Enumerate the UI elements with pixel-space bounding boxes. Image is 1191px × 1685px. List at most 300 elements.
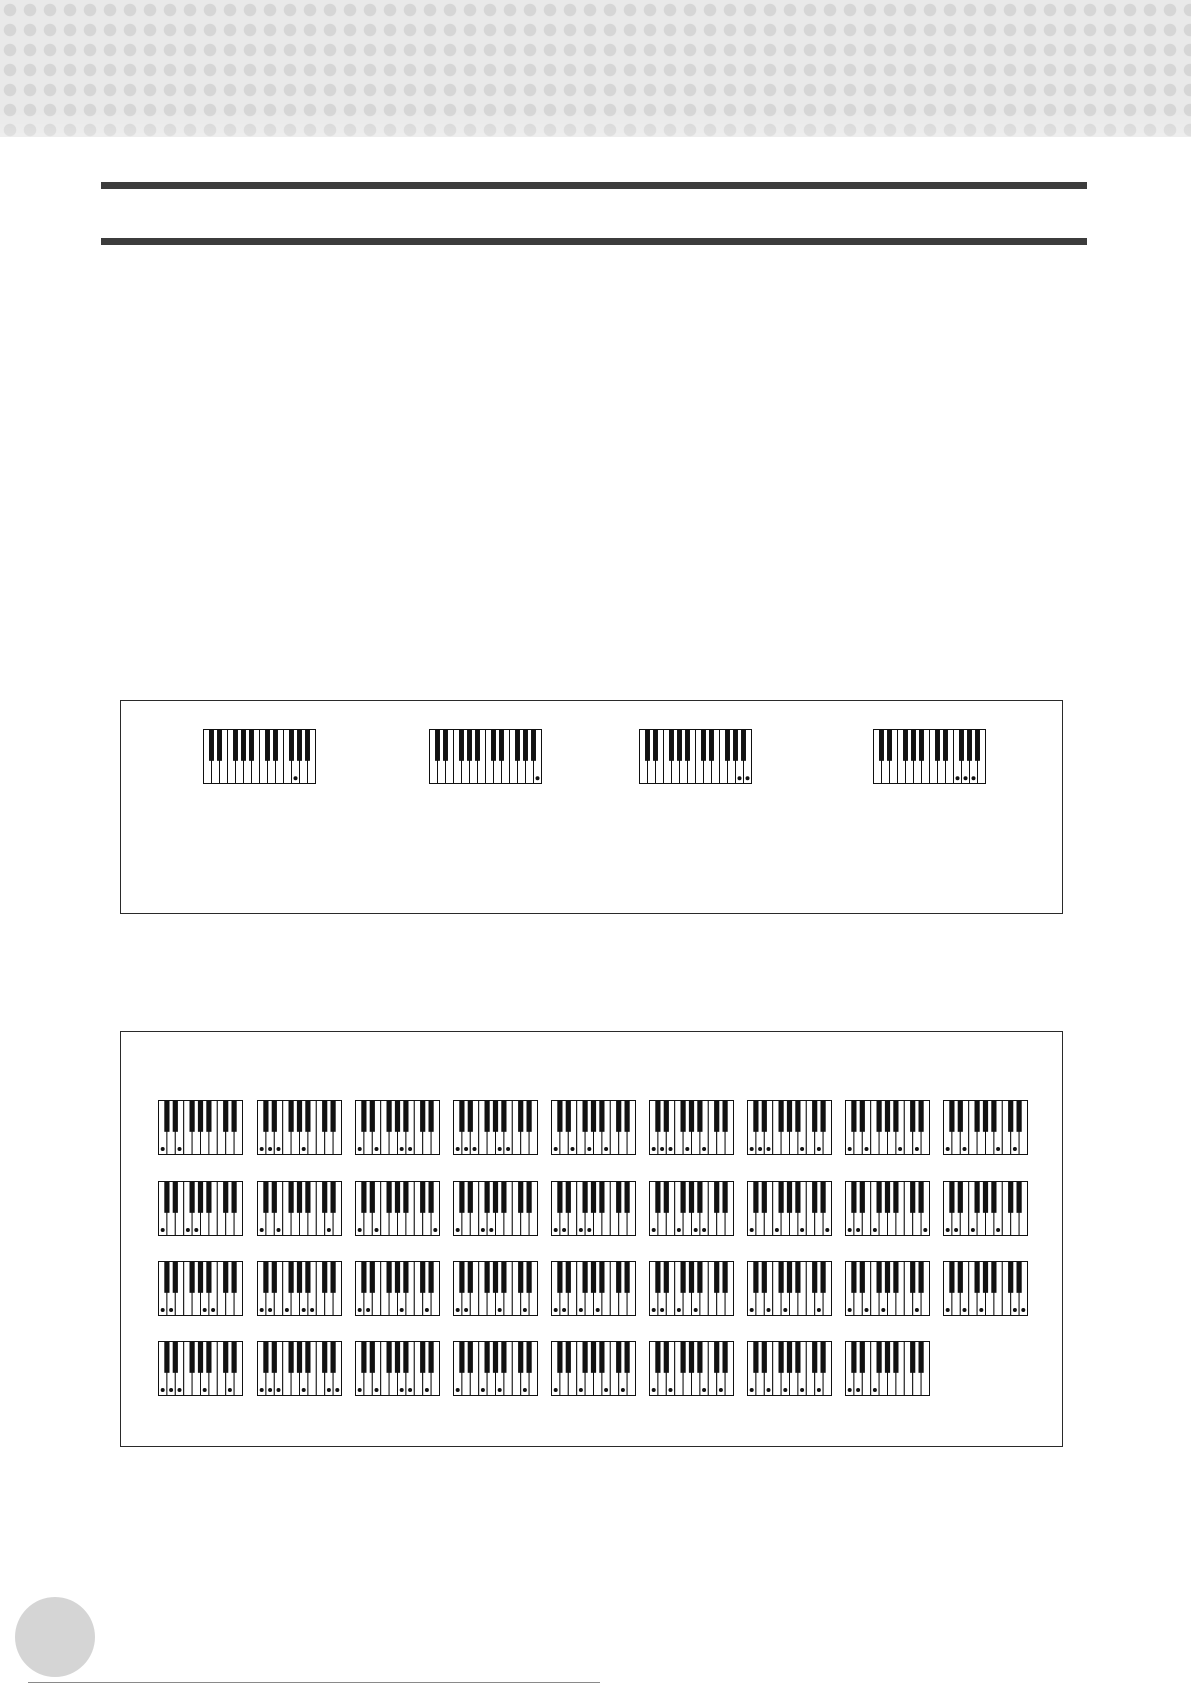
black-key — [164, 1101, 169, 1132]
note-dot — [750, 1308, 754, 1312]
keyboard-svg — [453, 1181, 538, 1237]
black-key — [272, 1101, 277, 1132]
black-key — [903, 730, 908, 761]
black-key — [820, 1182, 825, 1213]
keyboard-svg — [257, 1181, 342, 1237]
black-key — [164, 1182, 169, 1213]
keyboard-svg — [257, 1261, 342, 1317]
note-dot — [979, 1308, 983, 1312]
note-dot — [587, 1147, 591, 1151]
black-key — [305, 730, 310, 761]
black-key — [714, 1101, 719, 1132]
black-key — [173, 1262, 178, 1293]
black-key — [395, 1262, 400, 1293]
black-key — [566, 1342, 571, 1373]
keyboard-svg — [355, 1181, 440, 1237]
black-key — [518, 1101, 523, 1132]
black-key — [664, 1101, 669, 1132]
black-key — [395, 1101, 400, 1132]
black-key — [778, 1101, 783, 1132]
black-key — [599, 1262, 604, 1293]
chord-keyboard-diagram — [649, 1341, 734, 1402]
black-key — [189, 1262, 194, 1293]
note-dot — [302, 1388, 306, 1392]
black-key — [566, 1262, 571, 1293]
note-dot — [865, 1308, 869, 1312]
note-dot — [456, 1308, 460, 1312]
keyboard-svg — [845, 1261, 930, 1317]
black-key — [910, 1182, 915, 1213]
black-key — [518, 1182, 523, 1213]
note-dot — [310, 1308, 314, 1312]
note-dot — [996, 1228, 1000, 1232]
note-dot — [358, 1308, 362, 1312]
black-key — [616, 1182, 621, 1213]
note-dot — [702, 1388, 706, 1392]
black-key — [198, 1182, 203, 1213]
black-key — [428, 1182, 433, 1213]
black-key — [420, 1101, 425, 1132]
note-dot — [1013, 1147, 1017, 1151]
black-key — [722, 1342, 727, 1373]
note-dot — [604, 1388, 608, 1392]
note-dot — [825, 1228, 829, 1232]
black-key — [403, 1262, 408, 1293]
black-key — [795, 1262, 800, 1293]
black-key — [714, 1262, 719, 1293]
black-key — [991, 1182, 996, 1213]
black-key — [330, 1262, 335, 1293]
chord-chart-panel — [120, 1031, 1063, 1447]
note-dot — [956, 776, 960, 780]
black-key — [664, 1342, 669, 1373]
title-rule-top — [101, 182, 1087, 189]
chord-keyboard-diagram — [355, 1261, 440, 1322]
black-key — [624, 1342, 629, 1373]
note-dot — [536, 776, 540, 780]
black-key — [582, 1182, 587, 1213]
keyboard-diagram — [639, 729, 752, 790]
black-key — [787, 1101, 792, 1132]
black-key — [233, 730, 238, 761]
keyboard-svg — [551, 1100, 636, 1156]
black-key — [386, 1342, 391, 1373]
black-key — [468, 1101, 473, 1132]
note-dot — [946, 1308, 950, 1312]
black-key — [689, 1342, 694, 1373]
black-key — [305, 1182, 310, 1213]
black-key — [778, 1342, 783, 1373]
note-dot — [652, 1147, 656, 1151]
black-key — [164, 1262, 169, 1293]
black-key — [812, 1182, 817, 1213]
black-key — [526, 1262, 531, 1293]
keyboard-svg — [747, 1100, 832, 1156]
black-key — [918, 1101, 923, 1132]
black-key — [223, 1101, 228, 1132]
chord-keyboard-diagram — [845, 1100, 930, 1161]
black-key — [851, 1342, 856, 1373]
black-key — [885, 1342, 890, 1373]
note-dot — [464, 1308, 468, 1312]
note-dot — [498, 1308, 502, 1312]
note-dot — [767, 1308, 771, 1312]
black-key — [918, 1262, 923, 1293]
black-key — [263, 1342, 268, 1373]
black-key — [599, 1342, 604, 1373]
black-key — [645, 730, 650, 761]
black-key — [272, 1182, 277, 1213]
black-key — [851, 1182, 856, 1213]
black-key — [709, 730, 714, 761]
black-key — [209, 730, 214, 761]
black-key — [582, 1101, 587, 1132]
black-key — [305, 1342, 310, 1373]
chord-keyboard-diagram — [158, 1181, 243, 1242]
black-key — [501, 1342, 506, 1373]
note-dot — [652, 1388, 656, 1392]
black-key — [812, 1262, 817, 1293]
note-dot — [848, 1147, 852, 1151]
black-key — [272, 1342, 277, 1373]
black-key — [1008, 1101, 1013, 1132]
note-dot — [775, 1228, 779, 1232]
black-key — [297, 1342, 302, 1373]
note-dot — [702, 1228, 706, 1232]
black-key — [983, 1182, 988, 1213]
black-key — [189, 1182, 194, 1213]
black-key — [893, 1342, 898, 1373]
keyboard-svg — [747, 1181, 832, 1237]
black-key — [518, 1342, 523, 1373]
note-dot — [621, 1388, 625, 1392]
note-dot — [277, 1228, 281, 1232]
chord-keyboard-diagram — [747, 1181, 832, 1242]
black-key — [322, 1101, 327, 1132]
black-key — [851, 1101, 856, 1132]
note-dot — [758, 1147, 762, 1151]
note-dot — [375, 1147, 379, 1151]
black-key — [689, 1101, 694, 1132]
black-key — [701, 730, 706, 761]
note-dot — [161, 1147, 165, 1151]
black-key — [330, 1101, 335, 1132]
note-dot — [523, 1308, 527, 1312]
keyboard-diagram — [203, 729, 316, 790]
note-dot — [366, 1308, 370, 1312]
black-key — [223, 1182, 228, 1213]
black-key — [876, 1101, 881, 1132]
black-key — [467, 730, 472, 761]
note-dot — [972, 776, 976, 780]
chord-keyboard-diagram — [453, 1261, 538, 1322]
chord-keyboard-diagram — [551, 1100, 636, 1161]
note-dot — [750, 1388, 754, 1392]
black-key — [697, 1262, 702, 1293]
black-key — [459, 730, 464, 761]
black-key — [958, 1182, 963, 1213]
note-dot — [915, 1147, 919, 1151]
black-key — [435, 730, 440, 761]
black-key — [493, 1342, 498, 1373]
black-key — [753, 1342, 758, 1373]
black-key — [893, 1101, 898, 1132]
black-key — [322, 1182, 327, 1213]
black-key — [616, 1342, 621, 1373]
note-dot — [456, 1147, 460, 1151]
note-dot — [946, 1147, 950, 1151]
black-key — [420, 1342, 425, 1373]
black-key — [762, 1342, 767, 1373]
black-key — [265, 730, 270, 761]
note-dot — [562, 1228, 566, 1232]
keyboard-svg — [551, 1261, 636, 1317]
black-key — [778, 1262, 783, 1293]
keyboard-svg — [649, 1341, 734, 1397]
note-dot — [677, 1228, 681, 1232]
black-key — [812, 1101, 817, 1132]
black-key — [370, 1182, 375, 1213]
note-dot — [358, 1388, 362, 1392]
black-key — [499, 730, 504, 761]
note-dot — [481, 1388, 485, 1392]
black-key — [526, 1101, 531, 1132]
keyboard-svg — [158, 1261, 243, 1317]
black-key — [386, 1182, 391, 1213]
note-dot — [554, 1308, 558, 1312]
black-key — [557, 1262, 562, 1293]
black-key — [231, 1101, 236, 1132]
keyboard-svg — [257, 1341, 342, 1397]
black-key — [624, 1262, 629, 1293]
keyboard-svg — [355, 1261, 440, 1317]
black-key — [1016, 1182, 1021, 1213]
black-key — [943, 730, 948, 761]
black-key — [420, 1262, 425, 1293]
chord-keyboard-diagram — [257, 1261, 342, 1322]
note-dot — [915, 1308, 919, 1312]
black-key — [330, 1342, 335, 1373]
black-key — [887, 730, 892, 761]
black-key — [949, 1262, 954, 1293]
black-key — [484, 1101, 489, 1132]
black-key — [273, 730, 278, 761]
black-key — [591, 1182, 596, 1213]
black-key — [935, 730, 940, 761]
note-dot — [456, 1228, 460, 1232]
black-key — [198, 1101, 203, 1132]
chord-keyboard-diagram — [551, 1261, 636, 1322]
note-dot — [677, 1308, 681, 1312]
chord-keyboard-diagram — [943, 1261, 1028, 1322]
note-dot — [203, 1308, 207, 1312]
black-key — [288, 1101, 293, 1132]
black-key — [949, 1101, 954, 1132]
keyboard-svg — [943, 1261, 1028, 1317]
black-key — [753, 1182, 758, 1213]
chord-keyboard-diagram — [747, 1261, 832, 1322]
black-key — [653, 730, 658, 761]
black-key — [762, 1101, 767, 1132]
black-key — [860, 1101, 865, 1132]
black-key — [876, 1262, 881, 1293]
note-dot — [260, 1228, 264, 1232]
note-dot — [169, 1308, 173, 1312]
black-key — [459, 1182, 464, 1213]
black-key — [491, 730, 496, 761]
black-key — [599, 1182, 604, 1213]
note-dot — [702, 1147, 706, 1151]
black-key — [722, 1182, 727, 1213]
black-key — [820, 1101, 825, 1132]
black-key — [468, 1182, 473, 1213]
black-key — [655, 1101, 660, 1132]
keyboard-svg — [429, 729, 542, 785]
black-key — [288, 1342, 293, 1373]
black-key — [795, 1101, 800, 1132]
black-key — [526, 1182, 531, 1213]
black-key — [272, 1262, 277, 1293]
note-dot — [277, 1388, 281, 1392]
black-key — [386, 1262, 391, 1293]
black-key — [206, 1342, 211, 1373]
note-dot — [579, 1308, 583, 1312]
chord-keyboard-diagram — [943, 1181, 1028, 1242]
black-key — [753, 1262, 758, 1293]
note-dot — [848, 1388, 852, 1392]
note-dot — [669, 1147, 673, 1151]
note-dot — [738, 776, 742, 780]
keyboard-svg — [845, 1181, 930, 1237]
note-dot — [400, 1388, 404, 1392]
note-dot — [660, 1308, 664, 1312]
note-dot — [408, 1147, 412, 1151]
black-key — [189, 1101, 194, 1132]
black-key — [289, 730, 294, 761]
black-key — [468, 1342, 473, 1373]
note-dot — [302, 1147, 306, 1151]
keyboard-svg — [943, 1100, 1028, 1156]
black-key — [386, 1101, 391, 1132]
black-key — [949, 1182, 954, 1213]
black-key — [983, 1101, 988, 1132]
black-key — [787, 1262, 792, 1293]
black-key — [198, 1342, 203, 1373]
note-dot — [161, 1388, 165, 1392]
note-dot — [856, 1388, 860, 1392]
note-dot — [767, 1388, 771, 1392]
note-dot — [579, 1228, 583, 1232]
note-dot — [694, 1308, 698, 1312]
keyboard-svg — [355, 1100, 440, 1156]
note-dot — [425, 1388, 429, 1392]
black-key — [501, 1262, 506, 1293]
black-key — [518, 1262, 523, 1293]
note-dot — [954, 1228, 958, 1232]
chord-keyboard-diagram — [257, 1341, 342, 1402]
black-key — [795, 1182, 800, 1213]
black-key — [762, 1262, 767, 1293]
black-key — [680, 1182, 685, 1213]
note-dot — [856, 1228, 860, 1232]
black-key — [910, 1101, 915, 1132]
note-dot — [579, 1388, 583, 1392]
black-key — [669, 730, 674, 761]
note-dot — [971, 1228, 975, 1232]
keyboard-svg — [747, 1261, 832, 1317]
note-dot — [375, 1228, 379, 1232]
note-dot — [489, 1228, 493, 1232]
chord-keyboard-diagram — [453, 1100, 538, 1161]
note-dot — [800, 1388, 804, 1392]
black-key — [173, 1182, 178, 1213]
note-dot — [783, 1308, 787, 1312]
black-key — [714, 1182, 719, 1213]
black-key — [958, 1262, 963, 1293]
black-key — [591, 1262, 596, 1293]
black-key — [893, 1182, 898, 1213]
black-key — [223, 1262, 228, 1293]
note-dot — [554, 1147, 558, 1151]
keyboard-diagram — [429, 729, 542, 790]
chord-example-panel — [120, 700, 1063, 914]
chord-keyboard-diagram — [845, 1341, 930, 1402]
note-dot — [750, 1147, 754, 1151]
black-key — [616, 1262, 621, 1293]
black-key — [918, 1342, 923, 1373]
black-key — [879, 730, 884, 761]
note-dot — [473, 1147, 477, 1151]
black-key — [1008, 1262, 1013, 1293]
chord-keyboard-diagram — [747, 1341, 832, 1402]
black-key — [370, 1342, 375, 1373]
black-key — [582, 1262, 587, 1293]
black-key — [1016, 1262, 1021, 1293]
black-key — [501, 1182, 506, 1213]
note-dot — [554, 1228, 558, 1232]
chord-keyboard-diagram — [649, 1181, 734, 1242]
black-key — [484, 1342, 489, 1373]
note-dot — [523, 1388, 527, 1392]
black-key — [297, 730, 302, 761]
note-dot — [719, 1388, 723, 1392]
black-key — [725, 730, 730, 761]
note-dot — [285, 1308, 289, 1312]
note-dot — [161, 1308, 165, 1312]
note-dot — [660, 1147, 664, 1151]
black-key — [655, 1182, 660, 1213]
note-dot — [652, 1228, 656, 1232]
black-key — [531, 730, 536, 761]
note-dot — [400, 1147, 404, 1151]
note-dot — [408, 1388, 412, 1392]
chord-keyboard-diagram — [845, 1181, 930, 1242]
keyboard-svg — [845, 1341, 930, 1397]
note-dot — [746, 776, 750, 780]
black-key — [173, 1101, 178, 1132]
black-key — [173, 1342, 178, 1373]
note-dot — [800, 1147, 804, 1151]
chord-keyboard-diagram — [453, 1181, 538, 1242]
black-key — [263, 1262, 268, 1293]
black-key — [231, 1262, 236, 1293]
note-dot — [898, 1147, 902, 1151]
black-key — [459, 1101, 464, 1132]
note-dot — [498, 1388, 502, 1392]
black-key — [974, 1182, 979, 1213]
black-key — [680, 1262, 685, 1293]
chord-keyboard-diagram — [257, 1181, 342, 1242]
